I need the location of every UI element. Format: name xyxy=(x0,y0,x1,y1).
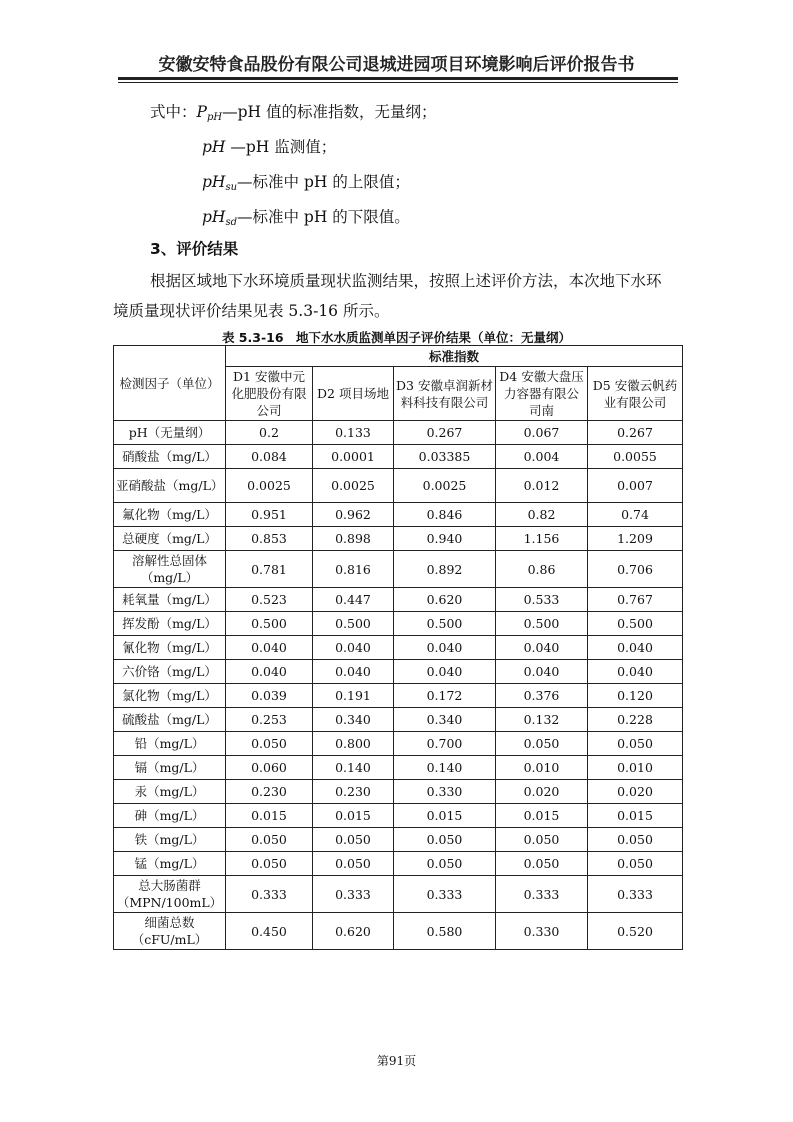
value-cell: 0.500 xyxy=(394,612,496,636)
value-cell: 0.800 xyxy=(313,732,394,756)
factor-cell: 铁（mg/L） xyxy=(114,828,226,852)
factor-cell: 溶解性总固体（mg/L） xyxy=(114,551,226,588)
value-cell: 0.523 xyxy=(226,588,313,612)
value-cell: 0.050 xyxy=(313,828,394,852)
value-cell: 0.050 xyxy=(313,852,394,876)
value-cell: 0.333 xyxy=(394,876,496,913)
value-cell: 0.040 xyxy=(226,636,313,660)
formula-line-ph-sd xyxy=(202,205,410,228)
value-cell: 1.156 xyxy=(496,527,588,551)
formula-line-ph-su xyxy=(202,170,410,193)
value-cell: 0.020 xyxy=(496,780,588,804)
table-row xyxy=(114,503,683,527)
factor-cell: 挥发酚（mg/L） xyxy=(114,612,226,636)
table-row xyxy=(114,708,683,732)
value-cell: 0.0025 xyxy=(313,469,394,503)
value-cell: 0.140 xyxy=(394,756,496,780)
value-cell: 0.020 xyxy=(588,780,683,804)
factor-cell: 汞（mg/L） xyxy=(114,780,226,804)
value-cell: 0.333 xyxy=(226,876,313,913)
table-row xyxy=(114,469,683,503)
header-rule xyxy=(118,77,678,80)
formula-desc: —pH 监测值； xyxy=(225,138,337,156)
factor-cell: 铅（mg/L） xyxy=(114,732,226,756)
paragraph-line-1: 根据区域地下水环境质量现状监测结果，按照上述评价方法，本次地下水环 xyxy=(150,272,662,290)
value-cell: 0.050 xyxy=(226,828,313,852)
value-cell: 0.015 xyxy=(394,804,496,828)
standard-index-header: 标准指数 xyxy=(226,346,683,367)
value-cell: 0.500 xyxy=(313,612,394,636)
value-cell: 0.015 xyxy=(588,804,683,828)
factor-cell: 六价铬（mg/L） xyxy=(114,660,226,684)
table-header-row xyxy=(114,346,683,367)
site-header-d3: D3 安徽卓润新材料科技有限公司 xyxy=(394,367,496,421)
table-row xyxy=(114,421,683,445)
value-cell: 0.951 xyxy=(226,503,313,527)
value-cell: 0.962 xyxy=(313,503,394,527)
factor-cell: 砷（mg/L） xyxy=(114,804,226,828)
factor-cell: 硫酸盐（mg/L） xyxy=(114,708,226,732)
value-cell: 0.853 xyxy=(226,527,313,551)
value-cell: 0.230 xyxy=(226,780,313,804)
value-cell: 0.004 xyxy=(496,445,588,469)
table-row xyxy=(114,588,683,612)
value-cell: 0.340 xyxy=(394,708,496,732)
table-row xyxy=(114,551,683,588)
value-cell: 0.050 xyxy=(226,732,313,756)
value-cell: 0.333 xyxy=(313,876,394,913)
factor-cell: 氯化物（mg/L） xyxy=(114,684,226,708)
value-cell: 0.010 xyxy=(588,756,683,780)
value-cell: 0.040 xyxy=(394,636,496,660)
factor-cell: 镉（mg/L） xyxy=(114,756,226,780)
table-body xyxy=(114,421,683,950)
value-cell: 0.050 xyxy=(394,828,496,852)
table-row xyxy=(114,780,683,804)
value-cell: 0.050 xyxy=(588,852,683,876)
value-cell: 0.007 xyxy=(588,469,683,503)
value-cell: 0.580 xyxy=(394,913,496,950)
formula-subscript: su xyxy=(225,182,238,193)
value-cell: 0.050 xyxy=(496,828,588,852)
factor-cell: 亚硝酸盐（mg/L） xyxy=(114,469,226,503)
value-cell: 0.781 xyxy=(226,551,313,588)
factor-cell: pH（无量纲） xyxy=(114,421,226,445)
factor-column-header: 检测因子（单位） xyxy=(114,346,226,421)
value-cell: 0.706 xyxy=(588,551,683,588)
value-cell: 0.132 xyxy=(496,708,588,732)
value-cell: 0.03385 xyxy=(394,445,496,469)
value-cell: 0.230 xyxy=(313,780,394,804)
table-caption: 表 5.3-16 地下水水质监测单因子评价结果（单位：无量纲） xyxy=(221,330,572,345)
formula-symbol: P xyxy=(196,103,207,121)
formula-line-ph-index xyxy=(150,100,436,123)
value-cell: 0.520 xyxy=(588,913,683,950)
formula-line-ph xyxy=(202,135,336,157)
value-cell: 0.0025 xyxy=(394,469,496,503)
factor-cell: 硝酸盐（mg/L） xyxy=(114,445,226,469)
value-cell: 0.040 xyxy=(394,660,496,684)
formula-desc: —pH 值的标准指数，无量纲； xyxy=(222,103,437,121)
value-cell: 0.040 xyxy=(226,660,313,684)
value-cell: 0.620 xyxy=(394,588,496,612)
table-row xyxy=(114,756,683,780)
site-header-d4: D4 安徽大盘压力容器有限公司南 xyxy=(496,367,588,421)
site-header-d1: D1 安徽中元化肥股份有限公司 xyxy=(226,367,313,421)
value-cell: 0.015 xyxy=(226,804,313,828)
value-cell: 0.82 xyxy=(496,503,588,527)
value-cell: 0.0001 xyxy=(313,445,394,469)
formula-intro: 式中： xyxy=(150,103,197,121)
value-cell: 0.084 xyxy=(226,445,313,469)
value-cell: 0.376 xyxy=(496,684,588,708)
factor-cell: 总硬度（mg/L） xyxy=(114,527,226,551)
value-cell: 0.333 xyxy=(588,876,683,913)
value-cell: 0.040 xyxy=(496,636,588,660)
table-row xyxy=(114,828,683,852)
value-cell: 0.340 xyxy=(313,708,394,732)
value-cell: 0.620 xyxy=(313,913,394,950)
factor-cell: 细菌总数（cFU/mL） xyxy=(114,913,226,950)
table-row xyxy=(114,852,683,876)
factor-cell: 锰（mg/L） xyxy=(114,852,226,876)
site-header-d5: D5 安徽云帆药业有限公司 xyxy=(588,367,683,421)
value-cell: 0.333 xyxy=(496,876,588,913)
value-cell: 0.74 xyxy=(588,503,683,527)
page-number: 第91页 xyxy=(376,1054,417,1068)
table-row xyxy=(114,445,683,469)
value-cell: 0.846 xyxy=(394,503,496,527)
value-cell: 0.500 xyxy=(588,612,683,636)
value-cell: 0.0025 xyxy=(226,469,313,503)
table-row xyxy=(114,732,683,756)
value-cell: 0.700 xyxy=(394,732,496,756)
table-row xyxy=(114,527,683,551)
value-cell: 0.447 xyxy=(313,588,394,612)
value-cell: 0.120 xyxy=(588,684,683,708)
value-cell: 0.172 xyxy=(394,684,496,708)
paragraph-line-2: 境质量现状评价结果见表 5.3-16 所示。 xyxy=(113,302,390,320)
value-cell: 0.0055 xyxy=(588,445,683,469)
formula-symbol: pH xyxy=(202,138,226,156)
value-cell: 0.133 xyxy=(313,421,394,445)
value-cell: 0.050 xyxy=(588,732,683,756)
value-cell: 0.2 xyxy=(226,421,313,445)
formula-desc: —标准中 pH 的上限值； xyxy=(237,173,410,191)
value-cell: 0.330 xyxy=(394,780,496,804)
value-cell: 0.267 xyxy=(394,421,496,445)
value-cell: 0.253 xyxy=(226,708,313,732)
factor-cell: 总大肠菌群（MPN/100mL） xyxy=(114,876,226,913)
table-row xyxy=(114,876,683,913)
value-cell: 0.050 xyxy=(496,732,588,756)
value-cell: 0.039 xyxy=(226,684,313,708)
value-cell: 1.209 xyxy=(588,527,683,551)
value-cell: 0.533 xyxy=(496,588,588,612)
value-cell: 0.191 xyxy=(313,684,394,708)
formula-subscript: pH xyxy=(206,112,223,123)
table-row xyxy=(114,636,683,660)
value-cell: 0.040 xyxy=(313,660,394,684)
factor-cell: 氟化物（mg/L） xyxy=(114,503,226,527)
value-cell: 0.060 xyxy=(226,756,313,780)
formula-desc: —标准中 pH 的下限值。 xyxy=(237,208,410,226)
section-heading: 3、评价结果 xyxy=(150,240,239,258)
value-cell: 0.892 xyxy=(394,551,496,588)
value-cell: 0.015 xyxy=(313,804,394,828)
value-cell: 0.898 xyxy=(313,527,394,551)
value-cell: 0.040 xyxy=(588,660,683,684)
value-cell: 0.500 xyxy=(226,612,313,636)
value-cell: 0.450 xyxy=(226,913,313,950)
value-cell: 0.012 xyxy=(496,469,588,503)
value-cell: 0.228 xyxy=(588,708,683,732)
value-cell: 0.267 xyxy=(588,421,683,445)
value-cell: 0.040 xyxy=(313,636,394,660)
factor-cell: 耗氧量（mg/L） xyxy=(114,588,226,612)
value-cell: 0.050 xyxy=(496,852,588,876)
value-cell: 0.050 xyxy=(588,828,683,852)
site-header-d2: D2 项目场地 xyxy=(313,367,394,421)
value-cell: 0.330 xyxy=(496,913,588,950)
value-cell: 0.067 xyxy=(496,421,588,445)
formula-symbol: pH xyxy=(202,208,226,226)
table-row xyxy=(114,804,683,828)
value-cell: 0.050 xyxy=(394,852,496,876)
table-row xyxy=(114,660,683,684)
formula-symbol: pH xyxy=(202,173,226,191)
value-cell: 0.767 xyxy=(588,588,683,612)
value-cell: 0.500 xyxy=(496,612,588,636)
value-cell: 0.015 xyxy=(496,804,588,828)
table-row xyxy=(114,913,683,950)
value-cell: 0.940 xyxy=(394,527,496,551)
formula-subscript: sd xyxy=(225,217,237,228)
value-cell: 0.040 xyxy=(496,660,588,684)
value-cell: 0.86 xyxy=(496,551,588,588)
table-row xyxy=(114,612,683,636)
value-cell: 0.050 xyxy=(226,852,313,876)
value-cell: 0.816 xyxy=(313,551,394,588)
factor-cell: 氰化物（mg/L） xyxy=(114,636,226,660)
value-cell: 0.140 xyxy=(313,756,394,780)
header-rule-thin xyxy=(118,82,678,83)
page-header-title: 安徽安特食品股份有限公司退城进园项目环境影响后评价报告书 xyxy=(158,55,635,75)
value-cell: 0.040 xyxy=(588,636,683,660)
value-cell: 0.010 xyxy=(496,756,588,780)
table-row xyxy=(114,684,683,708)
results-table xyxy=(113,345,683,950)
